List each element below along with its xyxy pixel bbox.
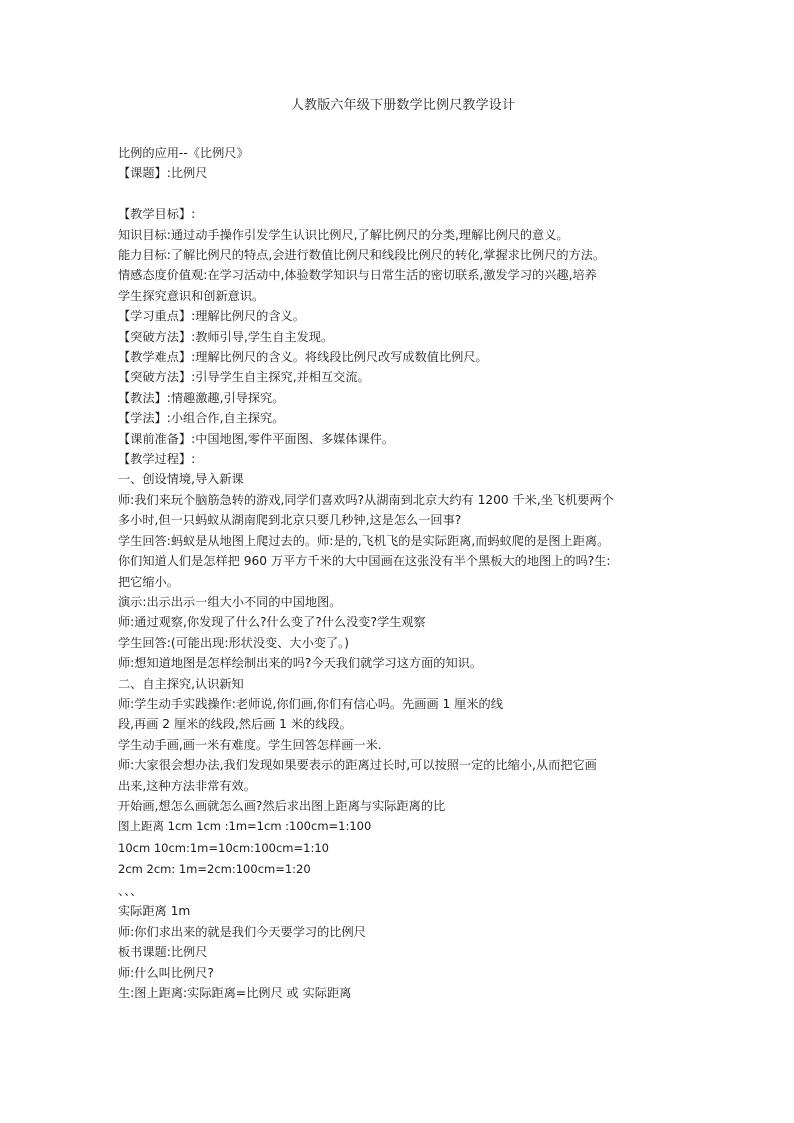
- equation-line: 2cm 2cm: 1m=2cm:100cm=1:20: [118, 862, 311, 877]
- blank-line: [118, 184, 688, 204]
- section-heading: 二、自主探究,认识新知: [118, 676, 244, 691]
- text-line: 师:什么叫比例尺?: [118, 965, 214, 980]
- document-title: 人教版六年级下册数学比例尺教学设计: [290, 98, 516, 113]
- text-line: 【学习重点】:理解比例尺的含义。: [118, 309, 305, 324]
- text-line: 开始画,想怎么画就怎么画?然后求出图上距离与实际距离的比: [118, 798, 446, 813]
- text-line: 【课前准备】:中国地图,零件平面图、多媒体课件。: [118, 431, 395, 446]
- text-line: 实际距离 1m: [118, 904, 191, 919]
- equation-line: 10cm 10cm:1m=10cm:100cm=1:10: [118, 840, 329, 855]
- text-line: 比例的应用--《比例尺》: [118, 146, 249, 160]
- text-line: 【教学过程】:: [118, 452, 196, 467]
- text-line: 【教学目标】:: [118, 207, 196, 222]
- text-line: 【教学难点】:理解比例尺的含义。将线段比例尺改写成数值比例尺。: [118, 350, 488, 365]
- text-line: 师:学生动手实践操作:老师说,你们画,你们有信心吗。先画画 1 厘米的线: [118, 696, 503, 711]
- text-line: 出来,这种方法非常有效。: [118, 778, 256, 793]
- text-line: 生:图上距离:实际距离=比例尺 或 实际距离: [118, 985, 352, 1000]
- text-line: 师:想知道地图是怎样绘制出来的吗?今天我们就学习这方面的知识。: [118, 656, 483, 671]
- equation-line: 图上距离 1cm 1cm :1m=1cm :100cm=1:100: [118, 819, 372, 834]
- text-line: 多小时,但一只蚂蚁从湖南爬到北京只要几秒钟,这是怎么一回事?: [118, 513, 462, 528]
- text-line: 【突破方法】:引导学生自主探究,并相互交流。: [118, 370, 370, 385]
- text-line: 师:我们来玩个脑筋急转的游戏,同学们喜欢吗?从湖南到北京大约有 1200 千米,坐飞机要两个: [118, 492, 614, 507]
- text-line: 师:通过观察,你发现了什么?什么变了?什么没变?学生观察: [118, 615, 426, 630]
- text-line: 演示:出示出示一组大小不同的中国地图。: [118, 594, 342, 609]
- text-line: 段,再画 2 厘米的线段,然后画 1 米的线段。: [118, 717, 352, 732]
- text-line: 【课题】:比例尺: [118, 166, 208, 181]
- document-page: [118, 97, 688, 1003]
- text-line: 情感态度价值观:在学习活动中,体验数学知识与日常生活的密切联系,激发学习的兴趣,培养: [118, 268, 597, 283]
- text-line: 师:大家很会想办法,我们发现如果要表示的距离过长时,可以按照一定的比缩小,从而把它画: [118, 758, 597, 773]
- text-line: 学生回答:(可能出现:形状没变、大小变了。): [118, 635, 349, 650]
- text-line: 学生回答:蚂蚁是从地图上爬过去的。师:是的,飞机飞的是实际距离,而蚂蚁爬的是图上距离。: [118, 533, 610, 548]
- text-line: 板书课题:比例尺: [118, 945, 208, 960]
- text-line: 你们知道人们是怎样把 960 万平方千米的大中国画在这张没有半个黑板大的地图上的吗?生:: [118, 554, 611, 569]
- text-line: 【突破方法】:教师引导,学生自主发现。: [118, 329, 334, 344]
- text-line: 、、、: [118, 883, 143, 898]
- section-heading: 一、创设情境,导入新课: [118, 472, 244, 487]
- text-line: 师:你们求出来的就是我们今天要学习的比例尺: [118, 924, 366, 939]
- text-line: 【学法】:小组合作,自主探究。: [118, 411, 285, 426]
- text-line: 能力目标:了解比例尺的特点,会进行数值比例尺和线段比例尺的转化,掌握求比例尺的方法。: [118, 248, 606, 263]
- text-line: 把它缩小。: [118, 574, 179, 589]
- text-line: 学生动手画,画一米有难度。学生回答怎样画一米.: [118, 737, 382, 752]
- text-line: 【教法】:情趣激趣,引导探究。: [118, 390, 285, 405]
- text-line: 学生探究意识和创新意识。: [118, 288, 265, 303]
- text-line: 知识目标:通过动手操作引发学生认识比例尺,了解比例尺的分类,理解比例尺的意义。: [118, 227, 569, 242]
